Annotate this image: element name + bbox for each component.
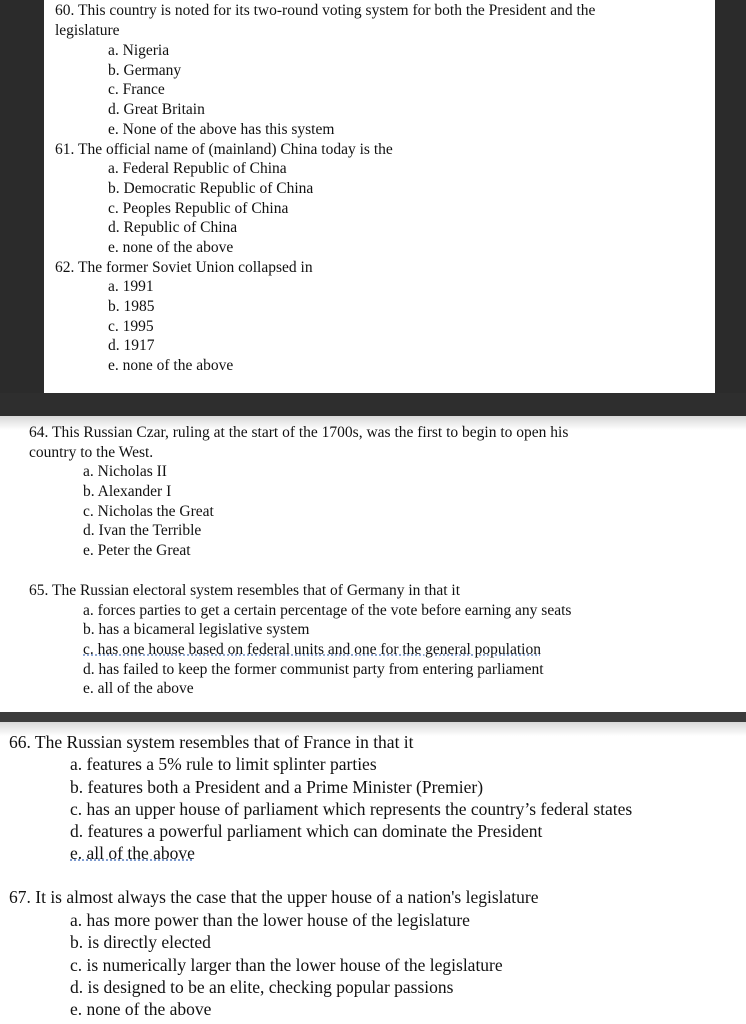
- question-65-text: 65. The Russian electoral system resembles that of Germany in that it: [29, 582, 461, 599]
- option-67a: a. has more power than the lower house of the legislature: [70, 910, 470, 930]
- question-66-text: 66. The Russian system resembles that of France in that it: [9, 732, 414, 752]
- question-60-text-cont: legislature: [55, 22, 120, 39]
- option-62a: a. 1991: [108, 278, 154, 295]
- option-61d: d. Republic of China: [108, 219, 238, 236]
- option-65e: e. all of the above: [83, 680, 194, 697]
- option-60c: c. France: [108, 81, 165, 98]
- option-62b: b. 1985: [108, 298, 155, 315]
- option-62d: d. 1917: [108, 337, 155, 354]
- option-60b: b. Germany: [108, 62, 182, 79]
- option-66e: e. all of the above: [70, 843, 195, 863]
- option-60e: e. None of the above has this system: [108, 121, 335, 138]
- quiz-panel-2: [0, 416, 746, 712]
- option-66c: c. has an upper house of parliament which represents the country’s federal states: [70, 799, 633, 819]
- option-66b: b. features both a President and a Prime Minister (Premier): [70, 777, 484, 797]
- option-64c: c. Nicholas the Great: [83, 503, 214, 520]
- option-61c: c. Peoples Republic of China: [108, 200, 289, 217]
- question-60-text: 60. This country is noted for its two-round voting system for both the President and the: [55, 2, 596, 19]
- question-67-text: 67. It is almost always the case that the upper house of a nation's legislature: [9, 887, 539, 907]
- question-62-text: 62. The former Soviet Union collapsed in: [55, 259, 313, 276]
- option-61e: e. none of the above: [108, 239, 234, 256]
- question-64-text-cont: country to the West.: [29, 444, 154, 461]
- option-65c: c. has one house based on federal units and one for the general population: [83, 641, 541, 658]
- option-66d: d. features a powerful parliament which can dominate the President: [70, 821, 543, 841]
- option-61a: a. Federal Republic of China: [108, 160, 287, 177]
- option-65d: d. has failed to keep the former communist party from entering parliament: [83, 661, 544, 678]
- option-64b: b. Alexander I: [83, 483, 172, 500]
- option-67b: b. is directly elected: [70, 932, 211, 952]
- option-65a: a. forces parties to get a certain percentage of the vote before earning any seats: [83, 602, 572, 619]
- option-62e: e. none of the above: [108, 357, 234, 374]
- option-67e: e. none of the above: [70, 999, 212, 1019]
- option-67d: d. is designed to be an elite, checking popular passions: [70, 977, 454, 997]
- option-60a: a. Nigeria: [108, 42, 170, 59]
- option-65b: b. has a bicameral legislative system: [83, 621, 310, 638]
- quiz-panel-1: [44, 0, 715, 393]
- option-60d: d. Great Britain: [108, 101, 205, 118]
- option-64a: a. Nicholas II: [83, 463, 167, 480]
- option-64e: e. Peter the Great: [83, 542, 191, 559]
- option-64d: d. Ivan the Terrible: [83, 522, 202, 539]
- option-61b: b. Democratic Republic of China: [108, 180, 314, 197]
- question-64-text: 64. This Russian Czar, ruling at the start of the 1700s, was the first to begin to open his: [29, 424, 569, 441]
- quiz-panel-3: [0, 722, 746, 1024]
- option-67c: c. is numerically larger than the lower house of the legislature: [70, 955, 503, 975]
- option-62c: c. 1995: [108, 318, 154, 335]
- divider-2: [0, 712, 746, 722]
- question-61-text: 61. The official name of (mainland) China today is the: [55, 141, 393, 158]
- option-66a: a. features a 5% rule to limit splinter parties: [70, 754, 377, 774]
- divider-1: [0, 393, 746, 416]
